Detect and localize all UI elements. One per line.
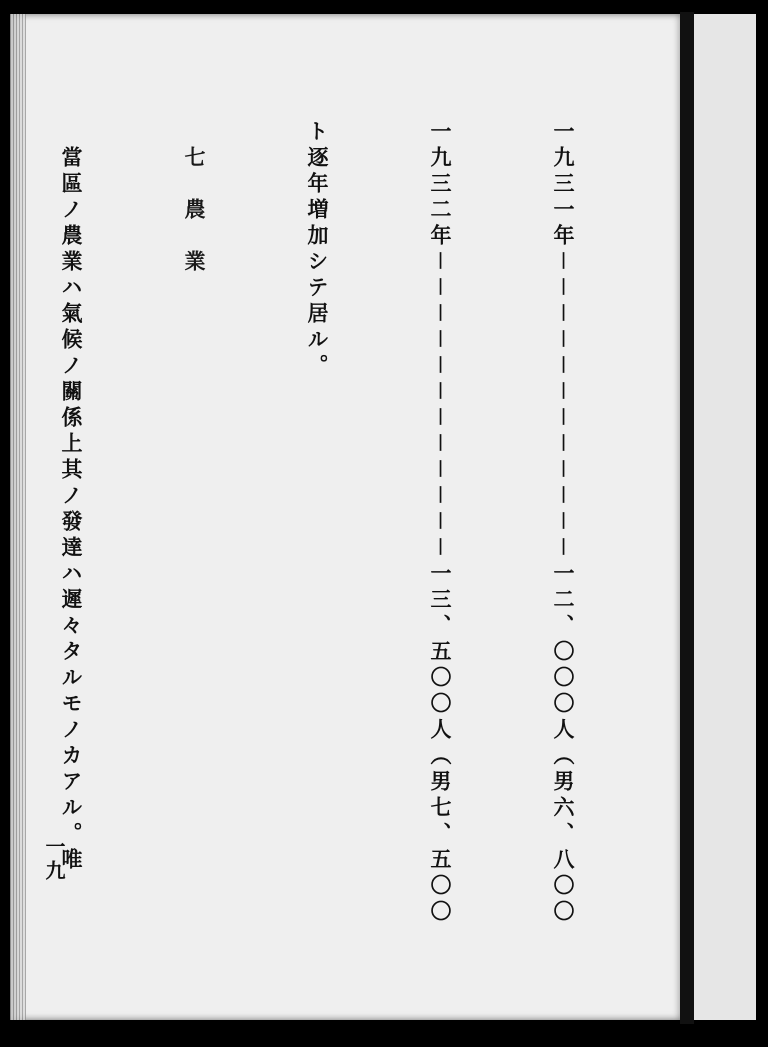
adjacent-page-edge xyxy=(694,14,756,1020)
text-line: ト逐年増加シテ居ル。 xyxy=(305,120,330,380)
section-heading: 七 農 業 xyxy=(182,120,207,276)
text-line: 一九三二年－－－－－－－－－－－－一三、五〇〇人（男七、五〇〇 xyxy=(428,120,453,926)
vertical-text-body xyxy=(59,120,666,960)
text-line: 當區ノ農業ハ氣候ノ關係上其ノ發達ハ遲々タルモノカアル。唯 xyxy=(59,120,84,874)
page-number: 一九 xyxy=(42,836,66,884)
text-line: 一九三一年－－－－－－－－－－－－一二、〇〇〇人（男六、八〇〇 xyxy=(551,120,576,926)
book-spine xyxy=(680,12,694,1024)
